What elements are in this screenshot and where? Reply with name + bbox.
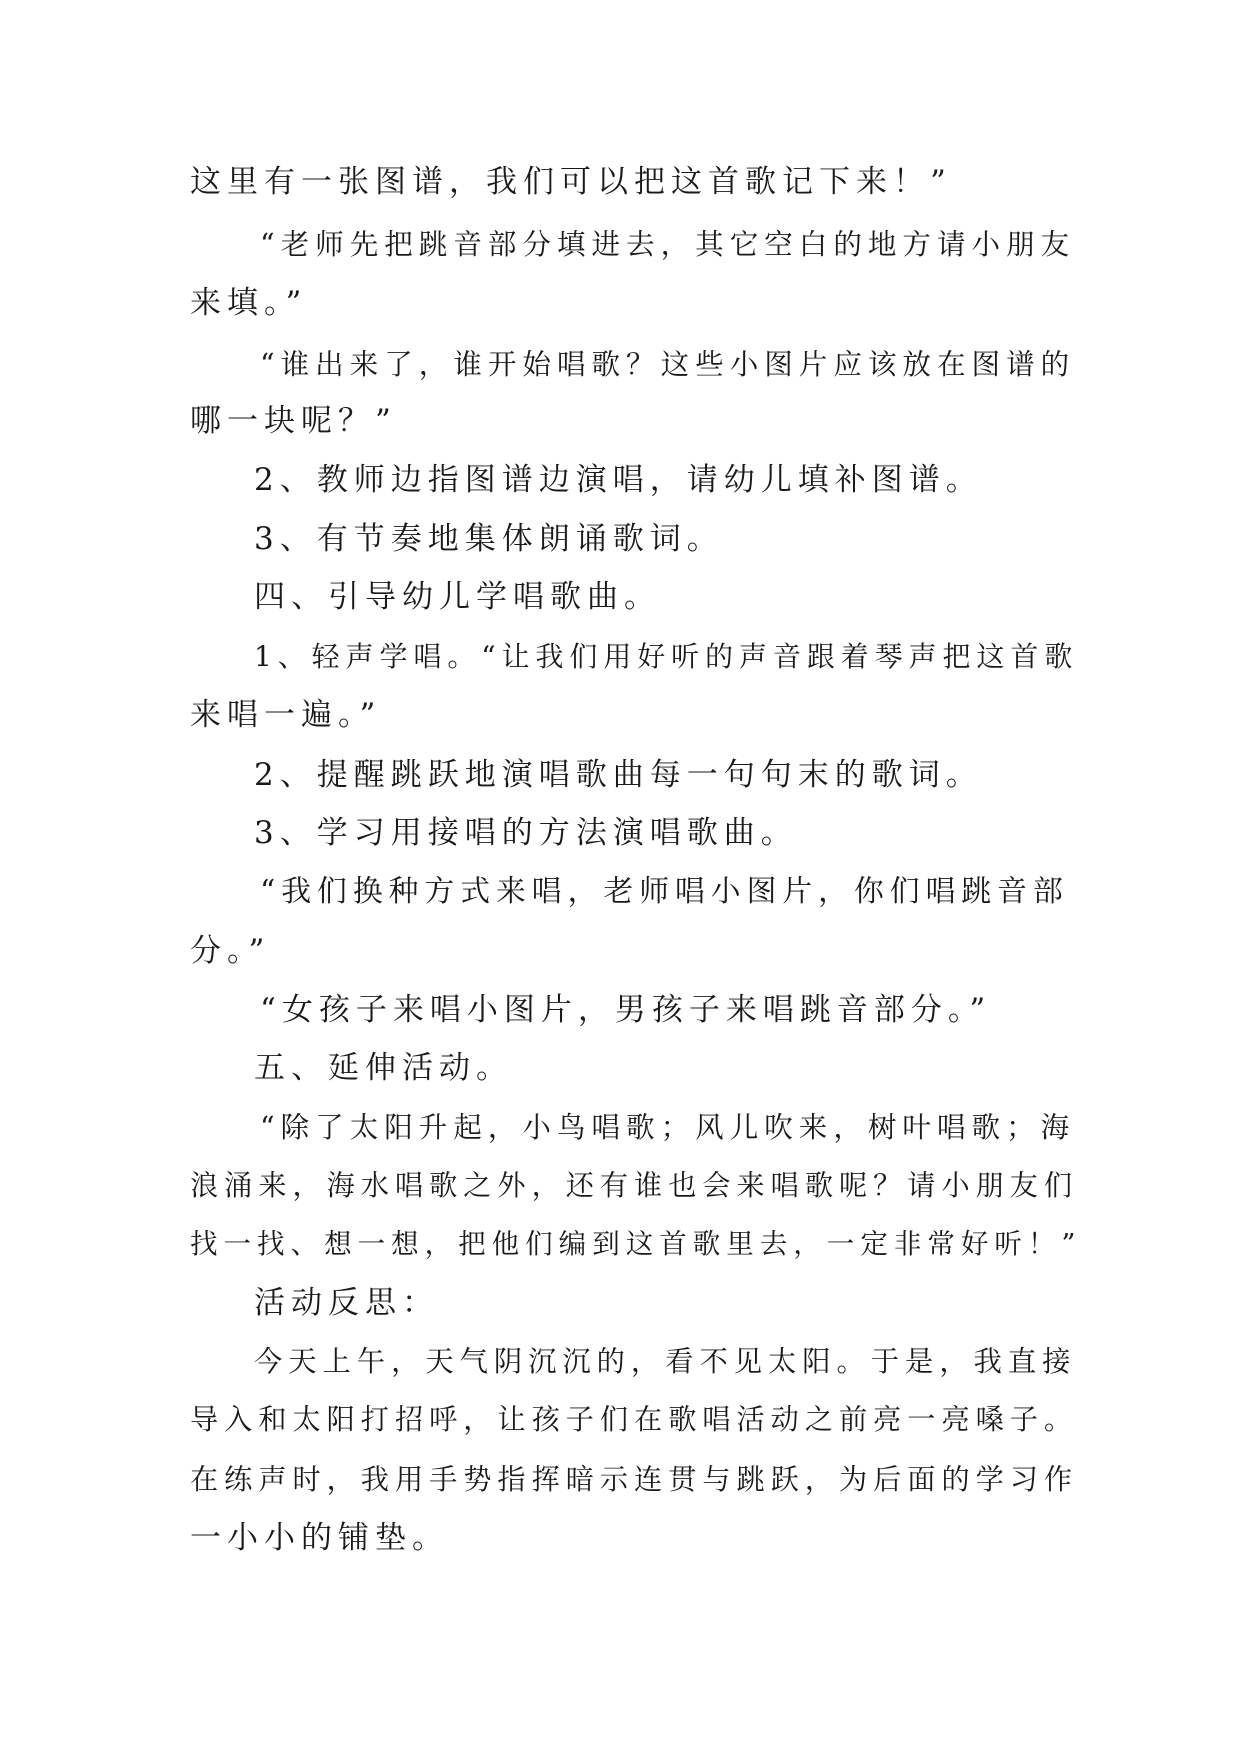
text-line: 分。” <box>190 933 271 969</box>
text-line: “谁出来了，谁开始唱歌？这些小图片应该放在图谱的 <box>260 347 1076 381</box>
text-line: 今天上午，天气阴沉沉的，看不见太阳。于是，我直接 <box>254 1345 1077 1378</box>
text-line: “我们换种方式来唱，老师唱小图片，你们唱跳音部 <box>260 874 1069 909</box>
text-line: 来填。” <box>190 285 308 321</box>
text-line: 导入和太阳打招呼，让孩子们在歌唱活动之前亮一亮嗓子。 <box>190 1403 1079 1436</box>
text-line: 2、提醒跳跃地演唱歌曲每一句句末的歌词。 <box>254 757 983 793</box>
text-line: 一小小的铺垫。 <box>190 1520 449 1556</box>
text-line: “除了太阳升起，小鸟唱歌；风儿吹来，树叶唱歌；海 <box>260 1110 1076 1144</box>
text-line: 2、教师边指图谱边演唱，请幼儿填补图谱。 <box>254 462 983 498</box>
text-line: “女孩子来唱小图片，男孩子来唱跳音部分。” <box>260 992 992 1028</box>
text-line: 浪涌来，海水唱歌之外，还有谁也会来唱歌呢？请小朋友们 <box>190 1169 1079 1202</box>
text-line: 3、学习用接唱的方法演唱歌曲。 <box>254 815 798 851</box>
text-line: 在练声时，我用手势指挥暗示连贯与跳跃，为后面的学习作 <box>190 1463 1079 1496</box>
text-line: “老师先把跳音部分填进去，其它空白的地方请小朋友 <box>260 227 1076 261</box>
text-line: 1、轻声学唱。“让我们用好听的声音跟着琴声把这首歌 <box>254 640 1079 673</box>
text-line: 3、有节奏地集体朗诵歌词。 <box>254 521 724 557</box>
text-line: 四、引导幼儿学唱歌曲。 <box>254 579 661 615</box>
text-line: 活动反思： <box>254 1285 439 1321</box>
text-line: 这里有一张图谱，我们可以把这首歌记下来！” <box>190 164 952 200</box>
text-line: 五、延伸活动。 <box>254 1050 513 1086</box>
text-line: 哪一块呢？” <box>190 403 397 439</box>
text-line: 找一找、想一想，把他们编到这首歌里去，一定非常好听！” <box>190 1228 1082 1260</box>
text-line: 来唱一遍。” <box>190 697 382 733</box>
